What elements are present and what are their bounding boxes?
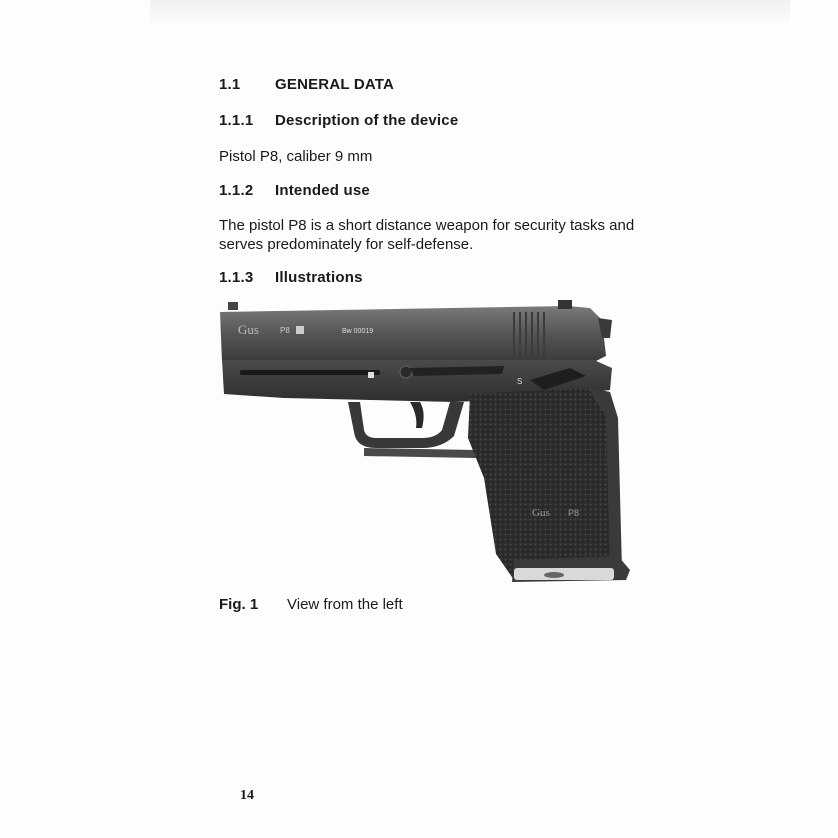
- heading-number: 1.1.3: [219, 269, 254, 286]
- slide-stop-pin: [400, 366, 412, 378]
- heading-title: Illustrations: [275, 269, 363, 286]
- figure-caption: [219, 596, 403, 613]
- slide-engraving-brand: Gus: [238, 322, 259, 337]
- slide-engraving-model: P8: [280, 326, 290, 335]
- heading-description: [219, 112, 458, 129]
- floorplate-mark: [544, 572, 564, 578]
- magazine-floorplate: [514, 568, 614, 580]
- pistol-drawing: [214, 298, 644, 586]
- intended-use-line-1: The pistol P8 is a short distance weapon for security tasks and: [219, 217, 635, 234]
- grip-engraving-brand: Gus: [532, 507, 550, 519]
- heading-title: GENERAL DATA: [275, 76, 395, 93]
- frame-underside: [364, 448, 476, 458]
- trigger: [410, 402, 424, 428]
- heading-title: Description of the device: [275, 112, 459, 129]
- rear-sight: [558, 300, 572, 309]
- heading-number: 1.1.2: [219, 182, 254, 199]
- heading-number: 1.1: [219, 76, 241, 93]
- intended-use-text: [219, 216, 634, 254]
- figure-caption-label: Fig. 1: [219, 596, 259, 613]
- scan-shadow: [150, 0, 790, 26]
- grip-engraving-model: P8: [568, 508, 580, 518]
- safety-marking: S: [517, 377, 523, 386]
- takedown-lever: [240, 370, 380, 375]
- slide-stop-notch: [368, 372, 374, 378]
- slide-engraving-mark: [296, 326, 304, 334]
- pistol-illustration: [214, 298, 644, 586]
- intended-use-line-2: serves predominately for self-defense.: [219, 236, 474, 253]
- trigger-guard: [348, 402, 464, 448]
- slide-engraving-serial: Bw 00019: [342, 328, 374, 335]
- pistol-slide: [220, 306, 606, 362]
- heading-number: 1.1.1: [219, 112, 254, 129]
- description-text: Pistol P8, caliber 9 mm: [219, 148, 373, 165]
- front-sight: [228, 302, 238, 310]
- heading-illustrations: [219, 269, 363, 286]
- heading-general-data: [219, 76, 394, 93]
- heading-title: Intended use: [275, 182, 370, 199]
- pistol-grip: [468, 388, 618, 580]
- figure-caption-text: View from the left: [287, 596, 403, 613]
- page-number: 14: [240, 788, 254, 803]
- heading-intended-use: [219, 182, 370, 199]
